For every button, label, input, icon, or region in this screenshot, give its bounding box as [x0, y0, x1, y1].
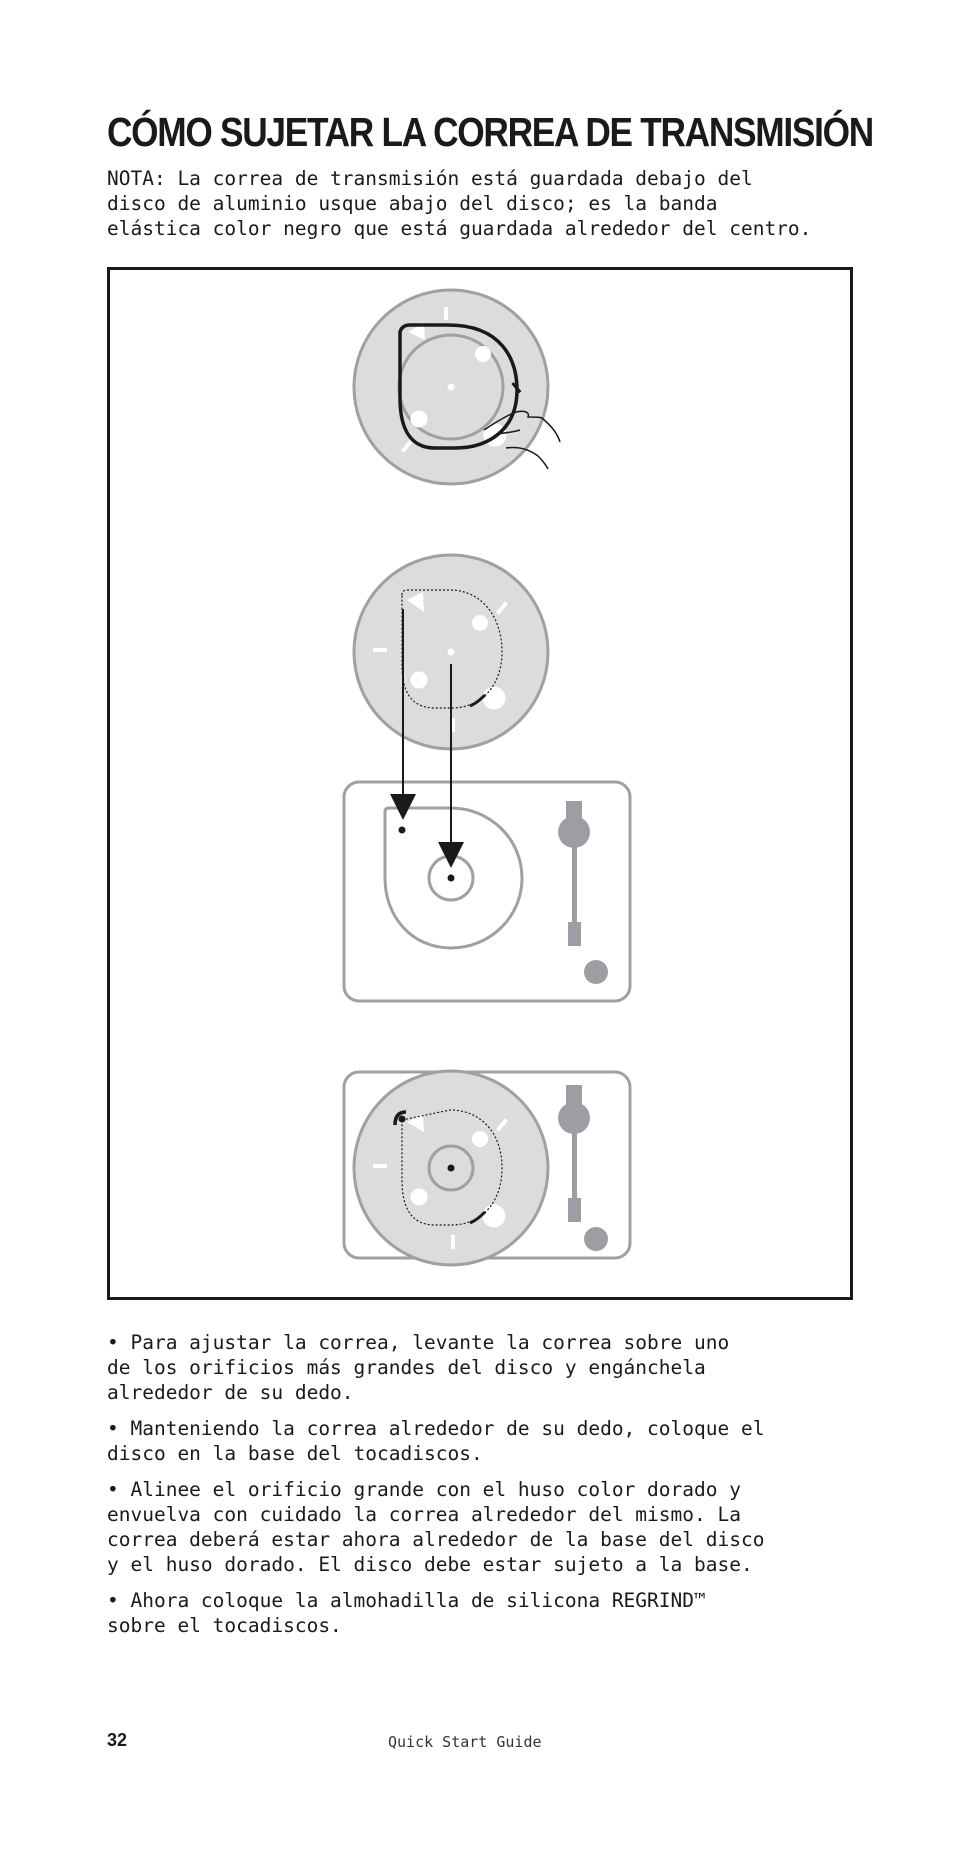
note-line: disco de aluminio usque abajo del disco; es la banda	[107, 192, 718, 215]
note-line: elástica color negro que está guardada alrededor del centro.	[107, 217, 812, 240]
page-number: 32	[107, 1730, 128, 1750]
list-item: • Ahora coloque la almohadilla de silicona REGRIND™ sobre el tocadiscos.	[107, 1589, 706, 1637]
footer-guide-label: Quick Start Guide	[388, 1733, 542, 1751]
step1-platter-with-belt	[354, 290, 548, 484]
note-paragraph	[107, 166, 867, 241]
instruction-figure	[107, 267, 853, 1300]
instruction-list	[107, 1330, 867, 1649]
step3-platter	[354, 1071, 548, 1265]
list-item: • Manteniendo la correa alrededor de su dedo, coloque el disco en la base del tocadiscos.	[107, 1417, 765, 1465]
list-item: • Para ajustar la correa, levante la correa sobre uno de los orificios más grandes del disco y engánchela alrededor de su dedo.	[107, 1331, 730, 1404]
illustration-svg	[110, 270, 856, 1303]
page-title: CÓMO SUJETAR LA CORREA DE TRANSMISIÓN	[107, 109, 873, 155]
note-line: NOTA: La correa de transmisión está guardada debajo del	[107, 167, 753, 190]
list-item: • Alinee el orificio grande con el huso color dorado y envuelva con cuidado la correa alrededor del mismo. La correa deberá estar ahora alrededor de la base del disco y el huso dorado. El disco debe estar sujeto a la base.	[107, 1478, 765, 1576]
